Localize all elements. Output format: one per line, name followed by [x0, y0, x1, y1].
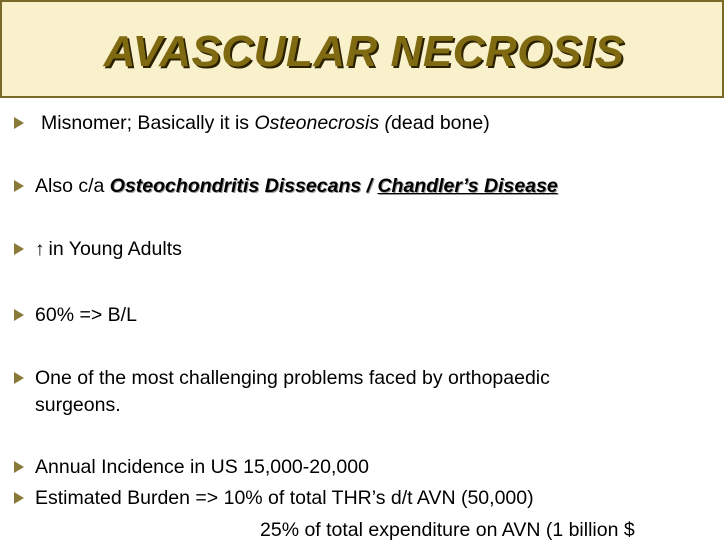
bullet-text-1 — [41, 111, 490, 135]
text-segment-italic: Osteonecrosis ( — [254, 112, 392, 134]
bullet-marker-icon — [14, 372, 24, 384]
bullet-marker-icon — [14, 461, 24, 473]
title-box — [0, 0, 724, 98]
bullet-marker-icon — [14, 180, 24, 192]
up-arrow-icon: ↑ — [35, 239, 45, 260]
bullet-marker-icon — [14, 309, 24, 321]
bullet-marker-icon — [14, 117, 24, 129]
bullet-text-5-line2: surgeons. — [35, 394, 121, 416]
bullet-marker-icon — [14, 492, 24, 504]
bullet-text-7-line1: Estimated Burden => 10% of total THR’s d/t AVN (50,000) — [35, 487, 534, 509]
text-segment: Also c/a — [35, 175, 110, 197]
bullet-text-6: Annual Incidence in US 15,000-20,000 — [35, 456, 369, 478]
text-segment: Misnomer; Basically it is — [41, 112, 255, 134]
slide-title: AVASCULAR NECROSIS — [103, 27, 625, 76]
bullet-marker-icon — [14, 243, 24, 255]
bullet-text-2 — [35, 174, 558, 198]
text-segment: dead bone) — [391, 112, 490, 134]
text-segment: in Young Adults — [48, 238, 182, 260]
bullet-text-7-line2: 25% of total expenditure on AVN (1 billion $ — [260, 519, 635, 541]
bullet-text-5-line1: One of the most challenging problems faced by orthopaedic — [35, 367, 550, 389]
text-segment-underlined: Chandler’s Disease — [377, 175, 558, 197]
text-segment-bold-italic: Osteochondritis Dissecans / — [109, 175, 378, 197]
bullet-text-3 — [35, 237, 182, 262]
bullet-text-4: 60% => B/L — [35, 304, 137, 326]
